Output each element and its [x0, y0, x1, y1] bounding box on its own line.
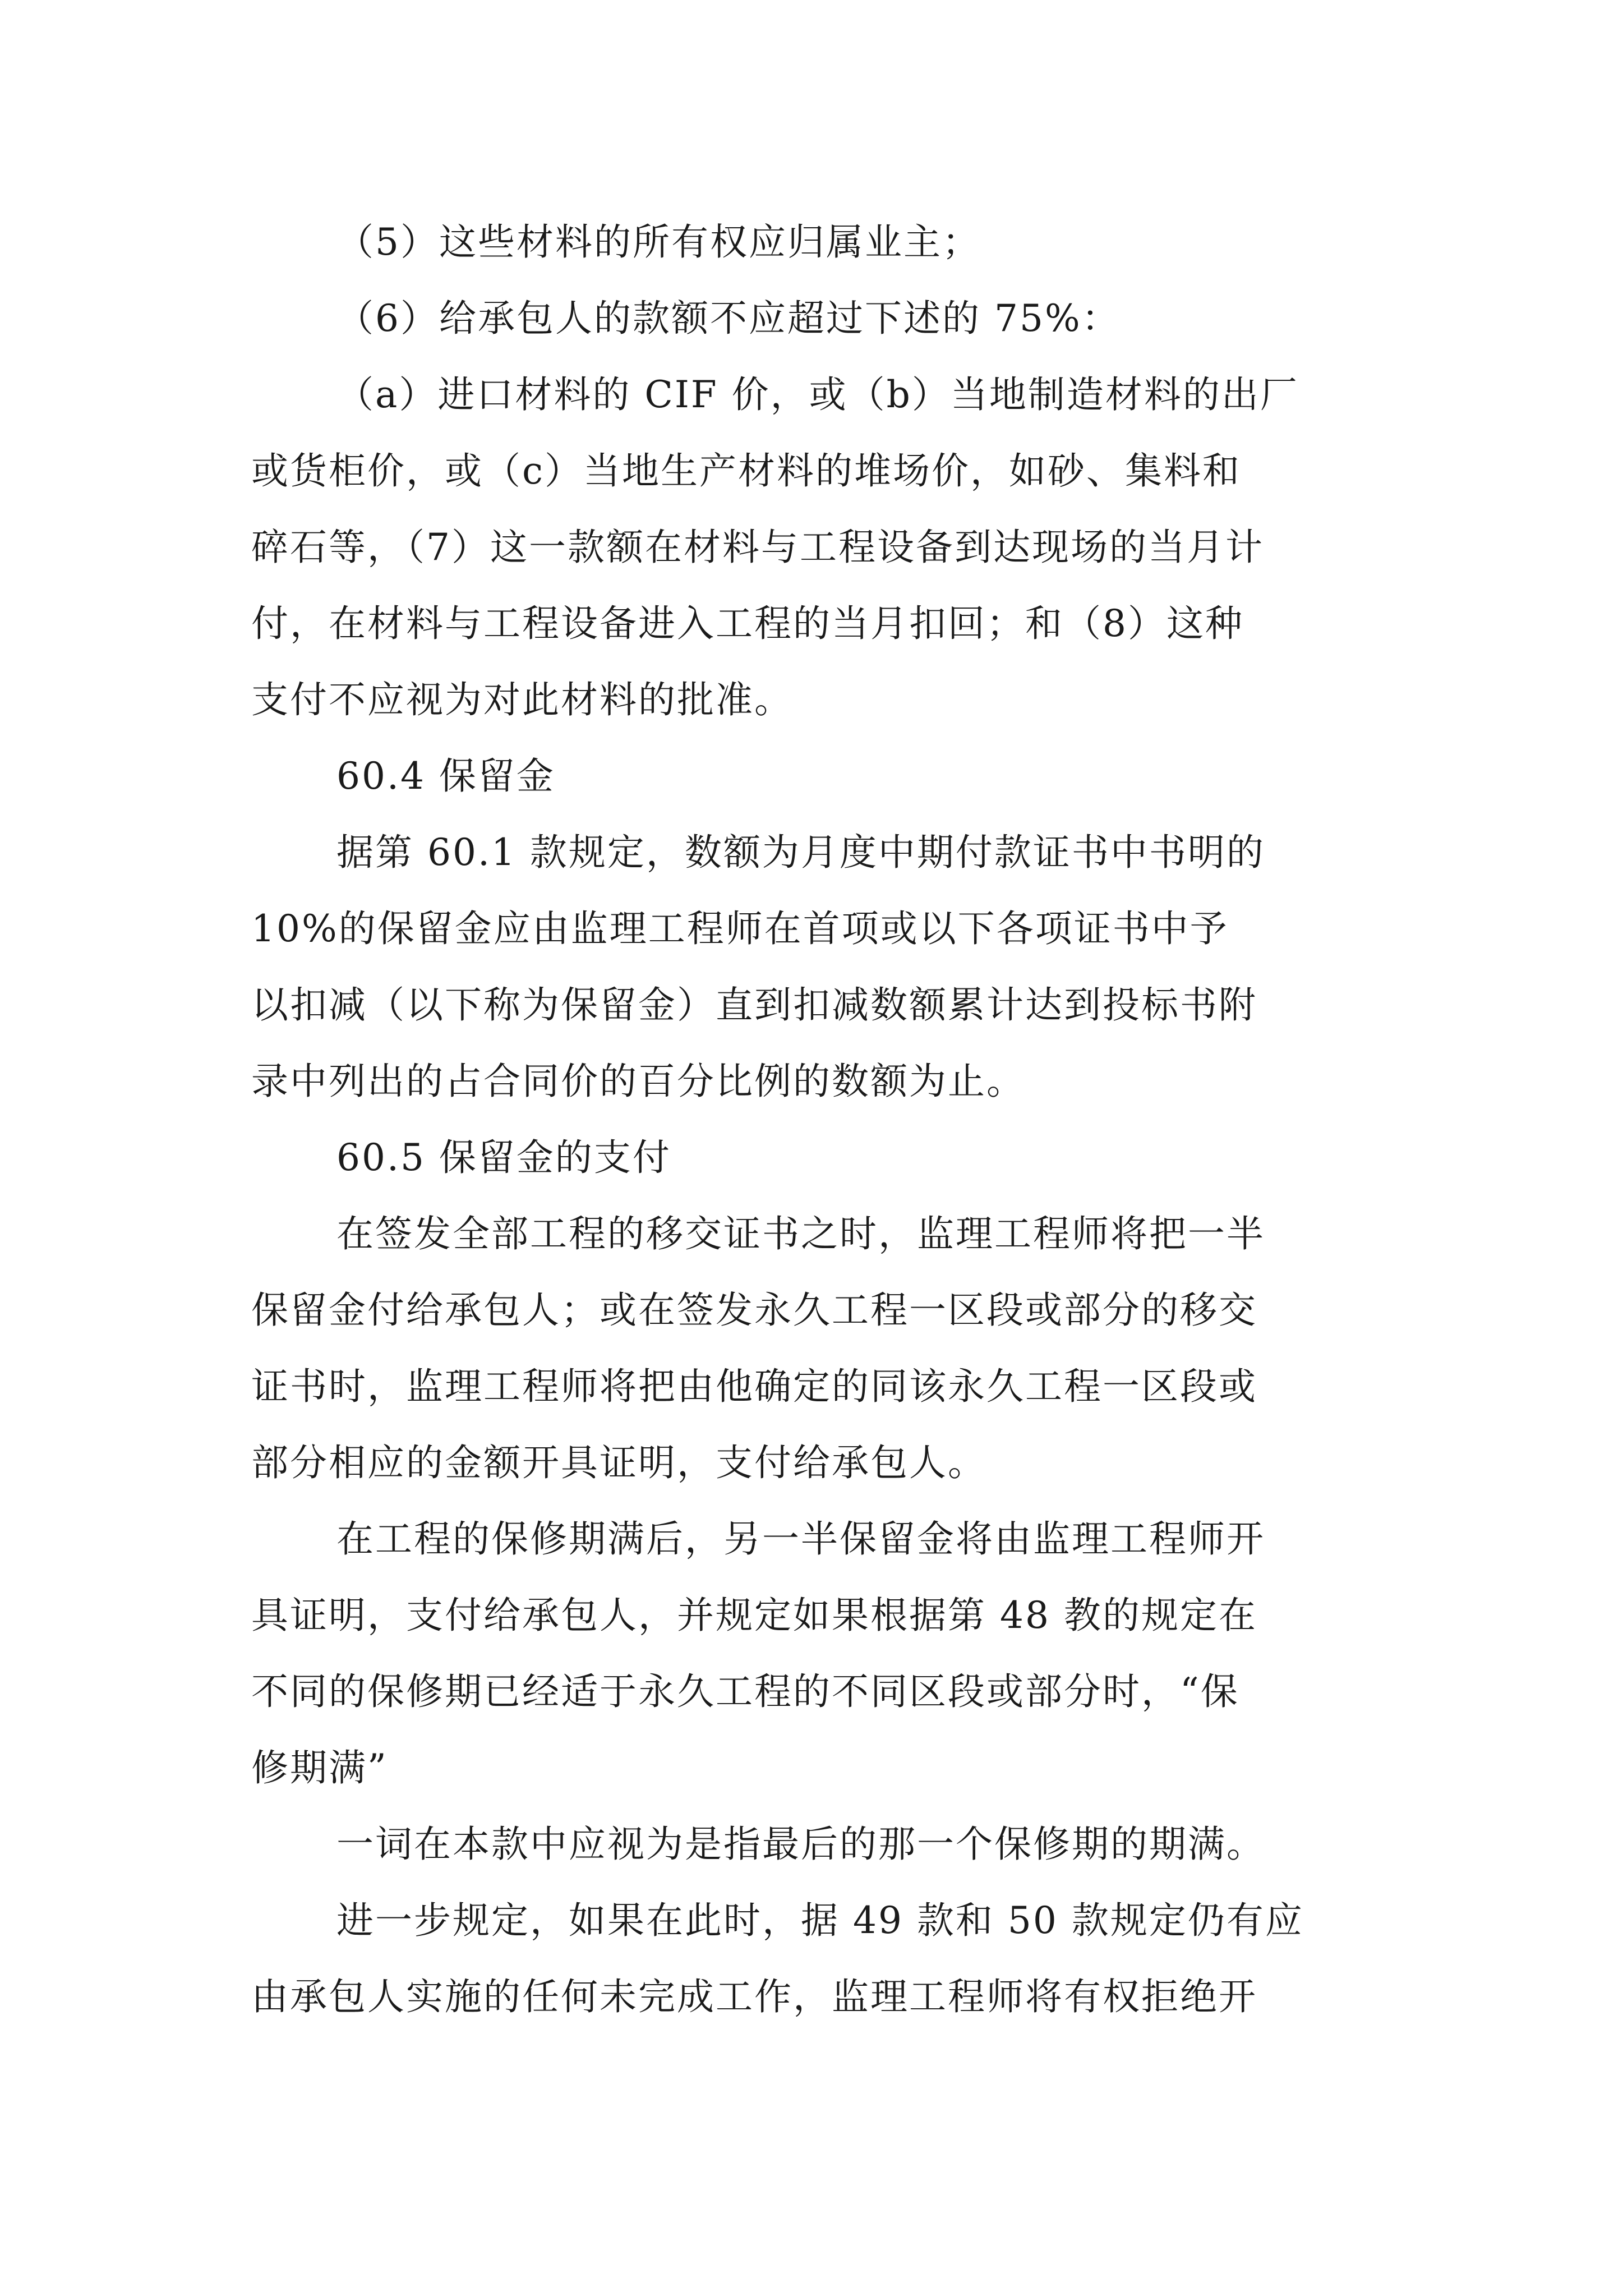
text-line: （6）给承包人的款额不应超过下述的 75%：	[336, 297, 1121, 340]
text-line: 一词在本款中应视为是指最后的那一个保修期的期满。	[336, 1823, 1265, 1866]
text-line: 保留金付给承包人；或在签发永久工程一区段或部分的移交	[251, 1289, 1257, 1332]
text-line: 支付不应视为对此材料的批准。	[251, 678, 793, 721]
text-line: （a）进口材料的 CIF 价，或（b）当地制造材料的出厂	[336, 373, 1299, 416]
text-line: 具证明，支付给承包人，并规定如果根据第 48 教的规定在	[251, 1594, 1257, 1637]
text-line: 在工程的保修期满后，另一半保留金将由监理工程师开	[336, 1517, 1265, 1561]
text-line: 证书时，监理工程师将把由他确定的同该永久工程一区段或	[251, 1365, 1257, 1408]
text-line: 在签发全部工程的移交证书之时，监理工程师将把一半	[336, 1212, 1265, 1255]
text-line: 以扣减（以下称为保留金）直到扣减数额累计达到投标书附	[251, 983, 1257, 1027]
text-line: （5）这些材料的所有权应归属业主；	[336, 220, 981, 264]
text-line: 碎石等，（7）这一款额在材料与工程设备到达现场的当月计	[251, 526, 1264, 569]
text-line: 或货柜价，或（c）当地生产材料的堆场价，如砂、集料和	[251, 449, 1241, 493]
section-heading: 60.5 保留金的支付	[336, 1136, 671, 1179]
text-line: 录中列出的占合同价的百分比例的数额为止。	[251, 1060, 1025, 1103]
text-line: 不同的保修期已经适于永久工程的不同区段或部分时，“保	[251, 1670, 1239, 1713]
section-heading: 60.4 保留金	[336, 754, 555, 798]
text-line: 由承包人实施的任何未完成工作，监理工程师将有权拒绝开	[251, 1975, 1257, 2018]
text-line: 部分相应的金额开具证明，支付给承包人。	[251, 1441, 986, 1484]
text-line: 进一步规定，如果在此时，据 49 款和 50 款规定仍有应	[336, 1899, 1304, 1942]
text-line: 修期满”	[251, 1746, 388, 1789]
text-line: 据第 60.1 款规定，数额为月度中期付款证书中书明的	[336, 831, 1265, 874]
text-line: 10%的保留金应由监理工程师在首项或以下各项证书中予	[251, 907, 1229, 950]
text-line: 付，在材料与工程设备进入工程的当月扣回；和（8）这种	[251, 602, 1244, 645]
